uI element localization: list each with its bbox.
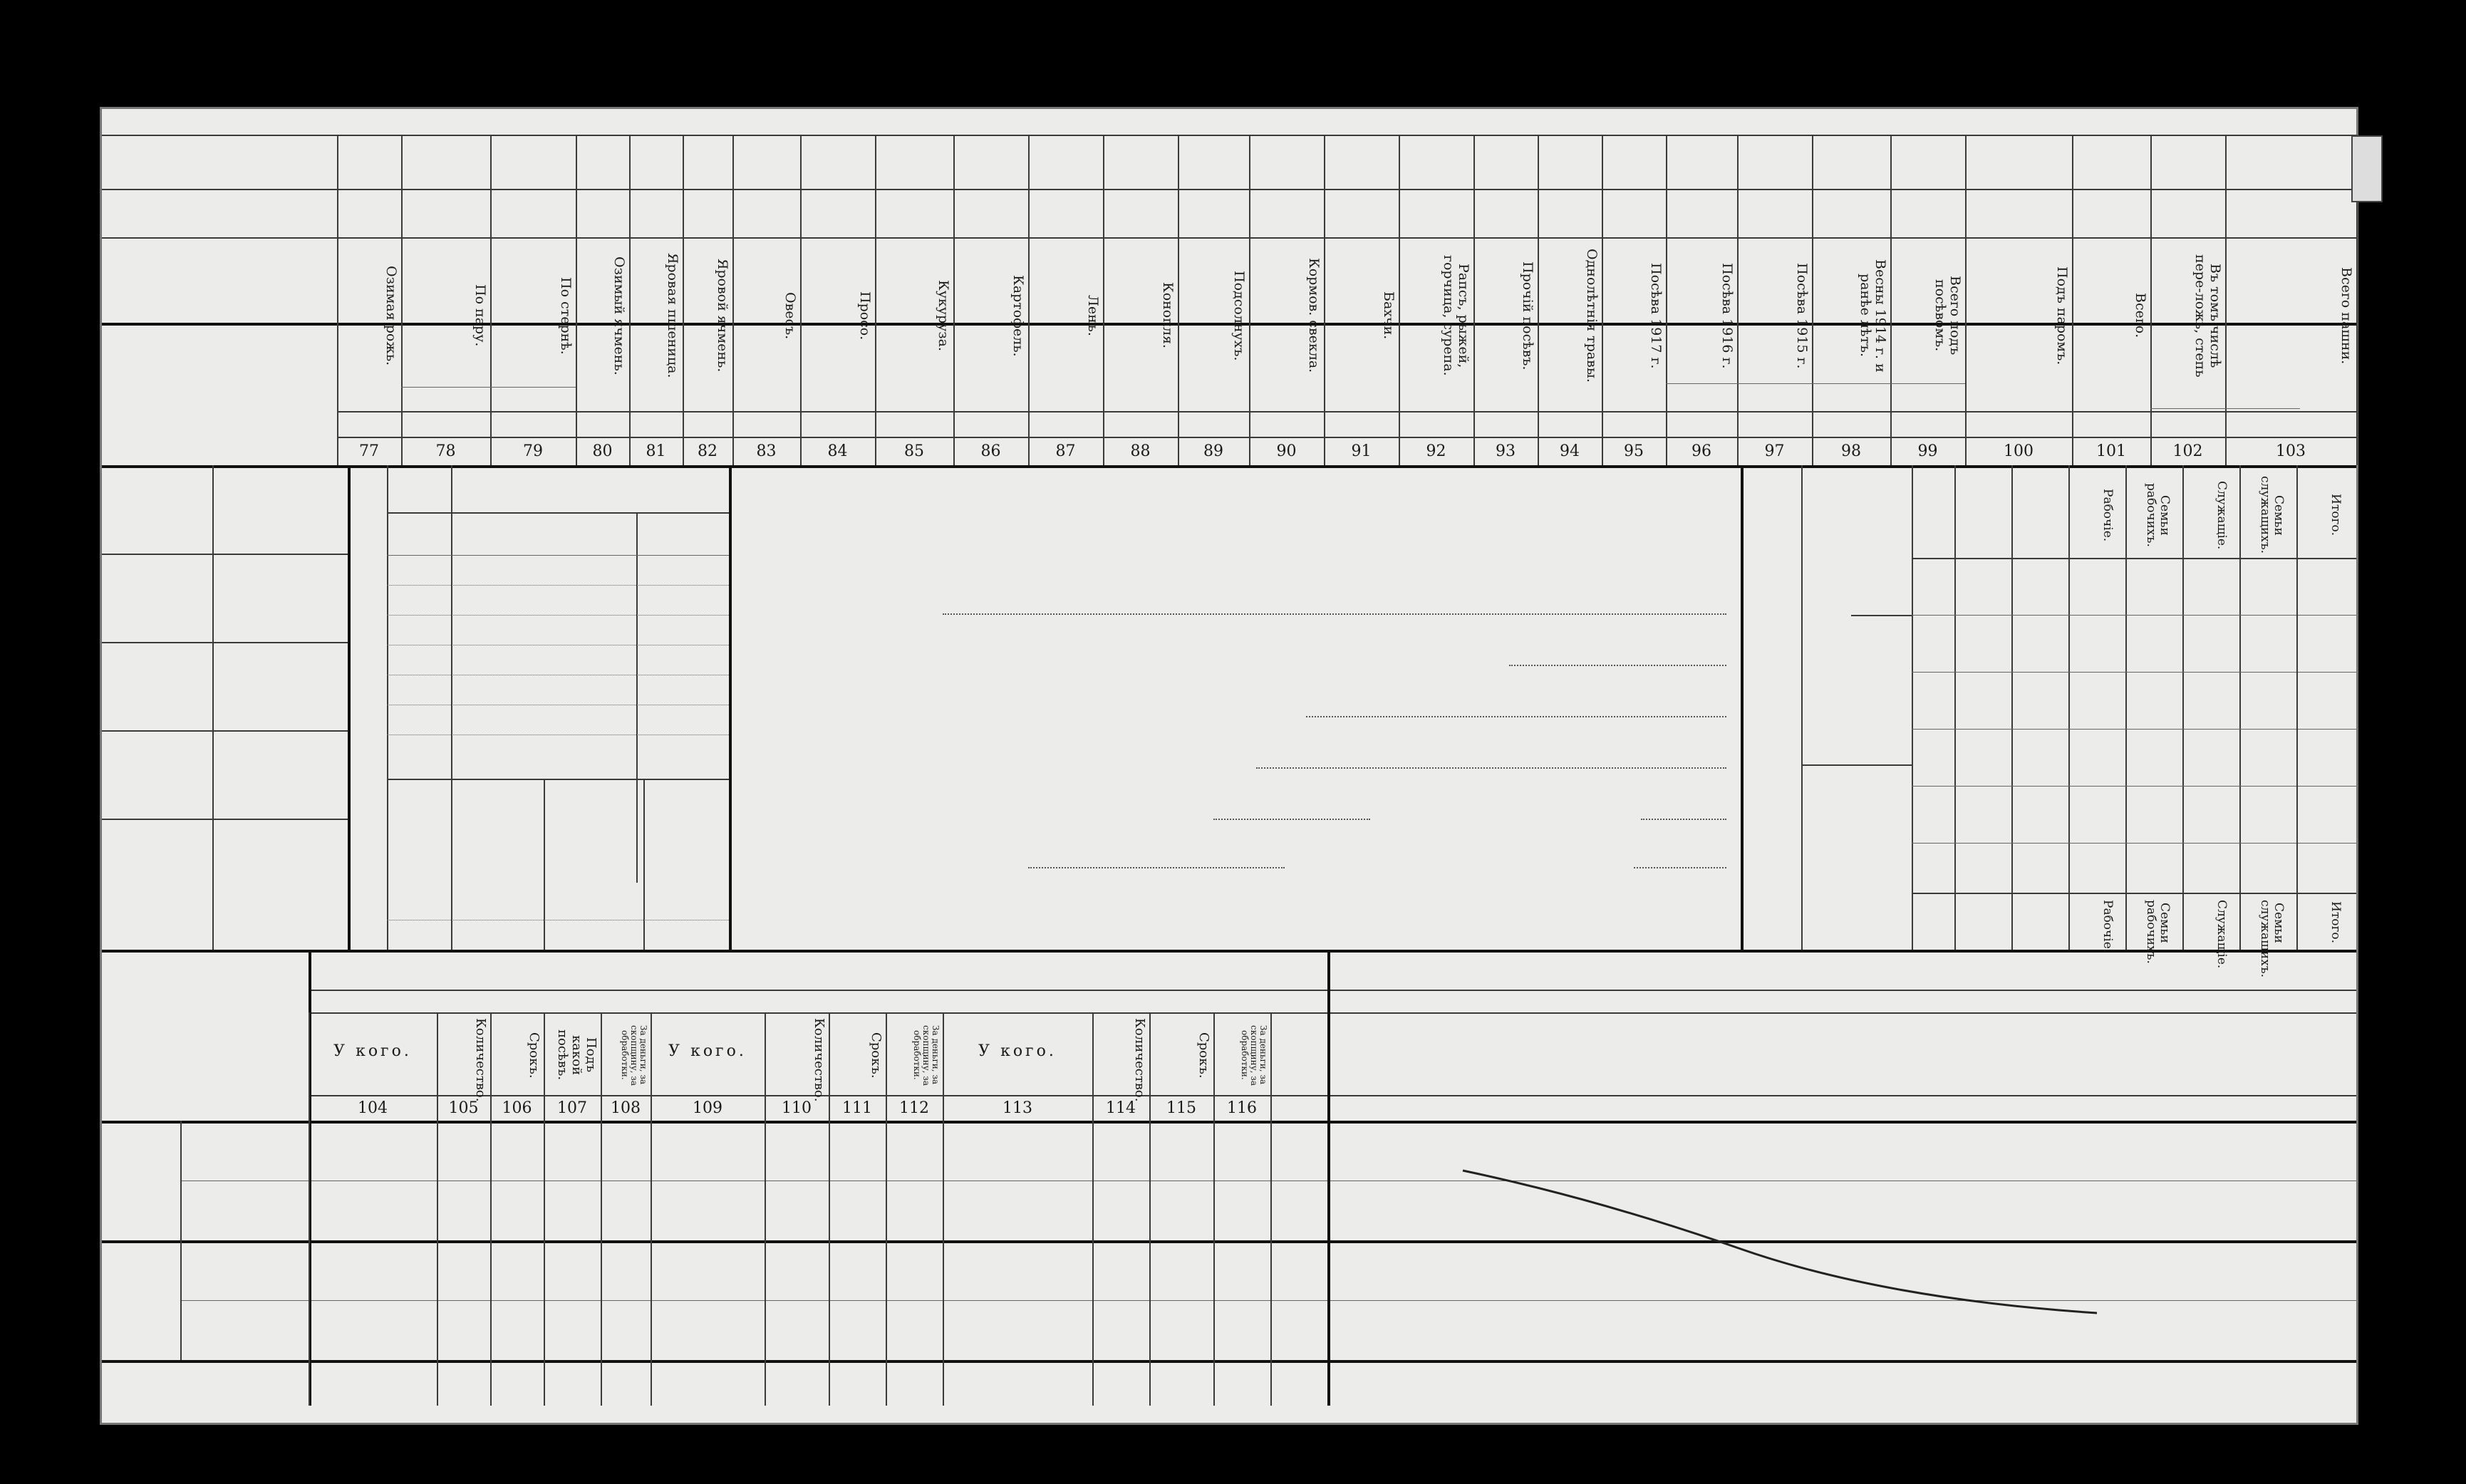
rule	[829, 1012, 830, 1406]
top-col-num-94: 94	[1560, 442, 1580, 460]
rule	[886, 1012, 887, 1406]
top-col-rule	[683, 135, 684, 465]
rule	[765, 1012, 766, 1406]
rule	[490, 1012, 492, 1406]
top-col-num-83: 83	[756, 442, 777, 460]
rule	[2150, 408, 2300, 409]
top-col-label-88: Конопля.	[1160, 282, 1176, 349]
arenda-col-num-114: 114	[1106, 1099, 1136, 1117]
top-col-rule	[800, 135, 802, 465]
fill-line	[943, 613, 1726, 615]
both-sexes-label	[1867, 515, 1905, 608]
rule	[387, 585, 729, 586]
strike-stroke	[1456, 1156, 2140, 1370]
population-col-top-1: Семьи рабочихъ.	[2144, 483, 2172, 547]
rule	[387, 615, 729, 616]
arenda-col-num-104: 104	[358, 1099, 388, 1117]
rule	[337, 437, 2356, 438]
rule	[102, 465, 2356, 468]
top-col-label-82: Яровой ячмень.	[715, 259, 730, 373]
top-col-num-90: 90	[1276, 442, 1297, 460]
top-col-num-102: 102	[2172, 442, 2203, 460]
top-col-num-85: 85	[904, 442, 924, 460]
arenda-col-num-115: 115	[1166, 1099, 1196, 1117]
rule	[1912, 465, 1913, 950]
top-col-rule	[490, 135, 492, 465]
arenda-col-num-110: 110	[782, 1099, 812, 1117]
top-col-label-78: По пару.	[472, 284, 488, 347]
rule	[1912, 672, 2356, 673]
census-card	[100, 107, 2358, 1425]
rule	[401, 387, 576, 388]
rule	[2239, 465, 2241, 950]
rule	[651, 1012, 652, 1406]
rule	[1092, 1012, 1094, 1406]
top-col-label-83: Овесъ.	[782, 291, 798, 340]
rule	[1149, 1012, 1151, 1406]
top-col-num-86: 86	[980, 442, 1001, 460]
top-col-label-93: Прочій посѣвъ.	[1520, 261, 1535, 370]
rule	[309, 1012, 2356, 1014]
top-col-rule	[337, 135, 338, 465]
top-col-num-99: 99	[1917, 442, 1938, 460]
rule	[102, 819, 348, 820]
rule	[212, 465, 214, 950]
population-col-bot-0: Рабочіе.	[2100, 900, 2115, 953]
arenda-col-num-106: 106	[502, 1099, 532, 1117]
population-col-top-4: Итого.	[2328, 494, 2343, 536]
top-col-label-98: Весны 1914 г. и ранѣе лѣтъ.	[1858, 259, 1888, 373]
arenda-col-num-113: 113	[1003, 1099, 1032, 1117]
top-col-label-97: Посѣва 1915 г.	[1794, 262, 1810, 369]
rule	[437, 1012, 438, 1406]
fill-line	[1028, 867, 1285, 868]
hired-workers-label	[353, 479, 384, 943]
top-col-num-103: 103	[2276, 442, 2306, 460]
rule	[1912, 843, 2356, 844]
top-col-num-101: 101	[2096, 442, 2126, 460]
rule	[102, 135, 2356, 136]
arenda-col-label-104: У кого.	[333, 1042, 412, 1060]
top-col-num-98: 98	[1841, 442, 1861, 460]
arenda-col-label-108: За деньги, за скопщину, за обработки.	[620, 1024, 648, 1086]
top-col-num-91: 91	[1351, 442, 1372, 460]
rule	[180, 1121, 182, 1360]
arenda-col-num-112: 112	[899, 1099, 929, 1117]
arenda-col-label-105: Количество.	[473, 1018, 488, 1102]
top-col-num-87: 87	[1055, 442, 1076, 460]
rule	[309, 1012, 310, 1406]
rule	[102, 730, 348, 732]
top-col-rule	[1178, 135, 1179, 465]
rule	[102, 642, 348, 643]
arenda-col-label-116: За деньги, за скопщину, за обработки.	[1240, 1024, 1268, 1086]
rule	[102, 950, 2356, 953]
arenda-col-num-108: 108	[611, 1099, 641, 1117]
arenda-col-label-110: Количество.	[812, 1018, 827, 1102]
arenda-col-num-116: 116	[1227, 1099, 1257, 1117]
top-col-label-77: Озимая рожь.	[383, 265, 399, 366]
arenda-col-label-114: Количество.	[1132, 1018, 1147, 1102]
top-col-label-94: Однолѣтнія травы.	[1584, 248, 1600, 383]
rule	[348, 465, 351, 950]
top-col-num-84: 84	[827, 442, 848, 460]
rule	[387, 465, 388, 950]
top-col-rule	[1473, 135, 1475, 465]
top-col-label-90: Кормов. свекла.	[1306, 258, 1322, 373]
rule	[102, 189, 2356, 190]
top-col-rule	[1324, 135, 1325, 465]
top-col-rule	[2150, 135, 2152, 465]
rule	[2068, 465, 2070, 950]
top-col-rule	[1965, 135, 1967, 465]
top-col-label-87: Ленъ.	[1085, 295, 1101, 336]
fill-line	[1509, 665, 1726, 666]
top-col-label-100: Подъ паромъ.	[2054, 266, 2070, 365]
top-col-rule	[1538, 135, 1539, 465]
top-col-rule	[1028, 135, 1030, 465]
top-col-num-100: 100	[2004, 442, 2034, 460]
top-col-label-85: Кукуруза.	[936, 279, 951, 351]
rule	[943, 1012, 944, 1406]
rule	[1801, 465, 1803, 950]
top-col-num-95: 95	[1624, 442, 1644, 460]
top-col-label-102: Въ томъ числѣ пере-ложь, степь	[2192, 254, 2223, 378]
arenda-col-label-112: За деньги, за скопщину, за обработки.	[912, 1024, 941, 1086]
rule	[451, 465, 452, 950]
fill-line	[1213, 819, 1370, 820]
fill-line	[1641, 819, 1726, 820]
top-col-num-92: 92	[1426, 442, 1446, 460]
top-col-num-82: 82	[698, 442, 717, 460]
top-col-label-96: Посѣва 1916 г.	[1719, 262, 1735, 369]
rule	[544, 779, 545, 950]
top-col-num-81: 81	[646, 442, 666, 460]
population-col-bot-4: Итого.	[2328, 901, 2343, 944]
rule	[544, 1012, 545, 1406]
arenda-col-num-109: 109	[693, 1099, 722, 1117]
rule	[1851, 615, 1912, 616]
rule	[387, 779, 729, 780]
top-col-rule	[2225, 135, 2227, 465]
top-col-num-88: 88	[1130, 442, 1151, 460]
top-col-label-81: Яровая пшеница.	[665, 253, 680, 378]
top-col-num-80: 80	[592, 442, 613, 460]
rule	[2296, 465, 2298, 950]
arenda-col-num-111: 111	[842, 1099, 872, 1117]
rule	[102, 1121, 2356, 1124]
rule	[601, 1012, 602, 1406]
arenda-col-num-105: 105	[448, 1099, 479, 1117]
rule	[337, 411, 2356, 412]
rule	[636, 512, 638, 883]
rule	[729, 465, 732, 950]
top-col-num-97: 97	[1764, 442, 1785, 460]
card-tab	[2351, 135, 2383, 202]
top-col-rule	[1399, 135, 1400, 465]
top-col-rule	[953, 135, 955, 465]
top-col-rule	[1249, 135, 1250, 465]
arenda-col-num-107: 107	[557, 1099, 587, 1117]
rule	[1912, 615, 2356, 616]
rule	[309, 990, 2356, 991]
top-col-rule	[1812, 135, 1813, 465]
top-col-label-103: Всего пашни.	[2338, 266, 2354, 365]
rule	[1741, 465, 1744, 950]
top-col-rule	[875, 135, 876, 465]
top-col-rule	[2072, 135, 2073, 465]
population-col-bot-1: Семьи рабочихъ.	[2144, 900, 2172, 964]
rule	[387, 512, 729, 514]
population-col-top-0: Рабочіе.	[2100, 488, 2115, 542]
top-col-rule	[732, 135, 734, 465]
nonallot-label	[130, 1247, 173, 1354]
top-col-label-99: Всего подъ посѣвомъ.	[1932, 276, 1963, 356]
population-col-bot-3: Семьи служащихъ.	[2258, 900, 2286, 978]
arenda-col-label-107: Подъ какой посѣвъ.	[555, 1029, 599, 1081]
rule	[2182, 465, 2184, 950]
rule	[1327, 950, 1330, 1406]
rule	[102, 554, 348, 555]
rule	[102, 237, 2356, 239]
rule	[387, 555, 729, 556]
arenda-col-label-109: У кого.	[668, 1042, 747, 1060]
arenda-col-label-111: Срокъ.	[869, 1032, 884, 1079]
top-col-label-89: Подсолнухъ.	[1231, 270, 1247, 361]
fill-line	[1634, 867, 1726, 868]
rule	[1270, 1012, 1272, 1406]
population-col-bot-2: Служащіе.	[2214, 900, 2229, 969]
top-col-num-93: 93	[1496, 442, 1516, 460]
arenda-col-label-115: Срокъ.	[1196, 1032, 1211, 1079]
arenda-col-label-113: У кого.	[978, 1042, 1057, 1060]
top-col-rule	[401, 135, 403, 465]
women-working-label	[1862, 618, 1907, 690]
fill-line	[1306, 716, 1726, 717]
rule	[1912, 893, 2356, 894]
men-working-label	[1862, 772, 1907, 857]
top-col-num-96: 96	[1692, 442, 1711, 460]
rule	[1912, 558, 2356, 559]
top-col-rule	[1666, 135, 1667, 465]
rule	[1213, 1012, 1215, 1406]
rule	[1801, 764, 1912, 766]
rule	[1912, 786, 2356, 787]
top-col-num-89: 89	[1203, 442, 1223, 460]
top-col-num-77: 77	[359, 442, 379, 460]
top-col-rule	[1103, 135, 1104, 465]
rule	[1912, 729, 2356, 730]
top-col-rule	[1737, 135, 1739, 465]
top-col-label-92: Рапсъ, рыжей, горчица, сурепа.	[1441, 255, 1471, 376]
top-col-num-78: 78	[435, 442, 456, 460]
rule	[2125, 465, 2127, 950]
top-col-label-80: Озимый ячмень.	[611, 256, 627, 375]
population-col-top-2: Служащіе.	[2214, 480, 2229, 550]
top-col-rule	[1890, 135, 1892, 465]
top-col-label-91: Бахчи.	[1381, 291, 1397, 340]
top-col-label-95: Посѣва 1917 г.	[1648, 262, 1664, 369]
rule	[1666, 383, 1965, 384]
top-col-label-79: По стернѣ.	[558, 276, 574, 355]
top-col-rule	[1602, 135, 1603, 465]
top-col-label-84: Просо.	[857, 291, 873, 341]
allot-label	[130, 1128, 173, 1235]
top-col-rule	[629, 135, 631, 465]
top-col-rule	[576, 135, 577, 465]
rule	[309, 1095, 2356, 1096]
rule	[2011, 465, 2013, 950]
arenda-col-label-106: Срокъ.	[527, 1032, 542, 1079]
population-col-top-3: Семьи служащихъ.	[2258, 476, 2286, 554]
top-col-label-86: Картофель.	[1010, 274, 1026, 357]
rule	[643, 779, 645, 950]
population-title	[1752, 479, 1795, 935]
rule	[1954, 465, 1956, 950]
top-col-num-79: 79	[523, 442, 543, 460]
top-col-label-101: Всего.	[2133, 293, 2148, 338]
fill-line	[1256, 767, 1726, 769]
